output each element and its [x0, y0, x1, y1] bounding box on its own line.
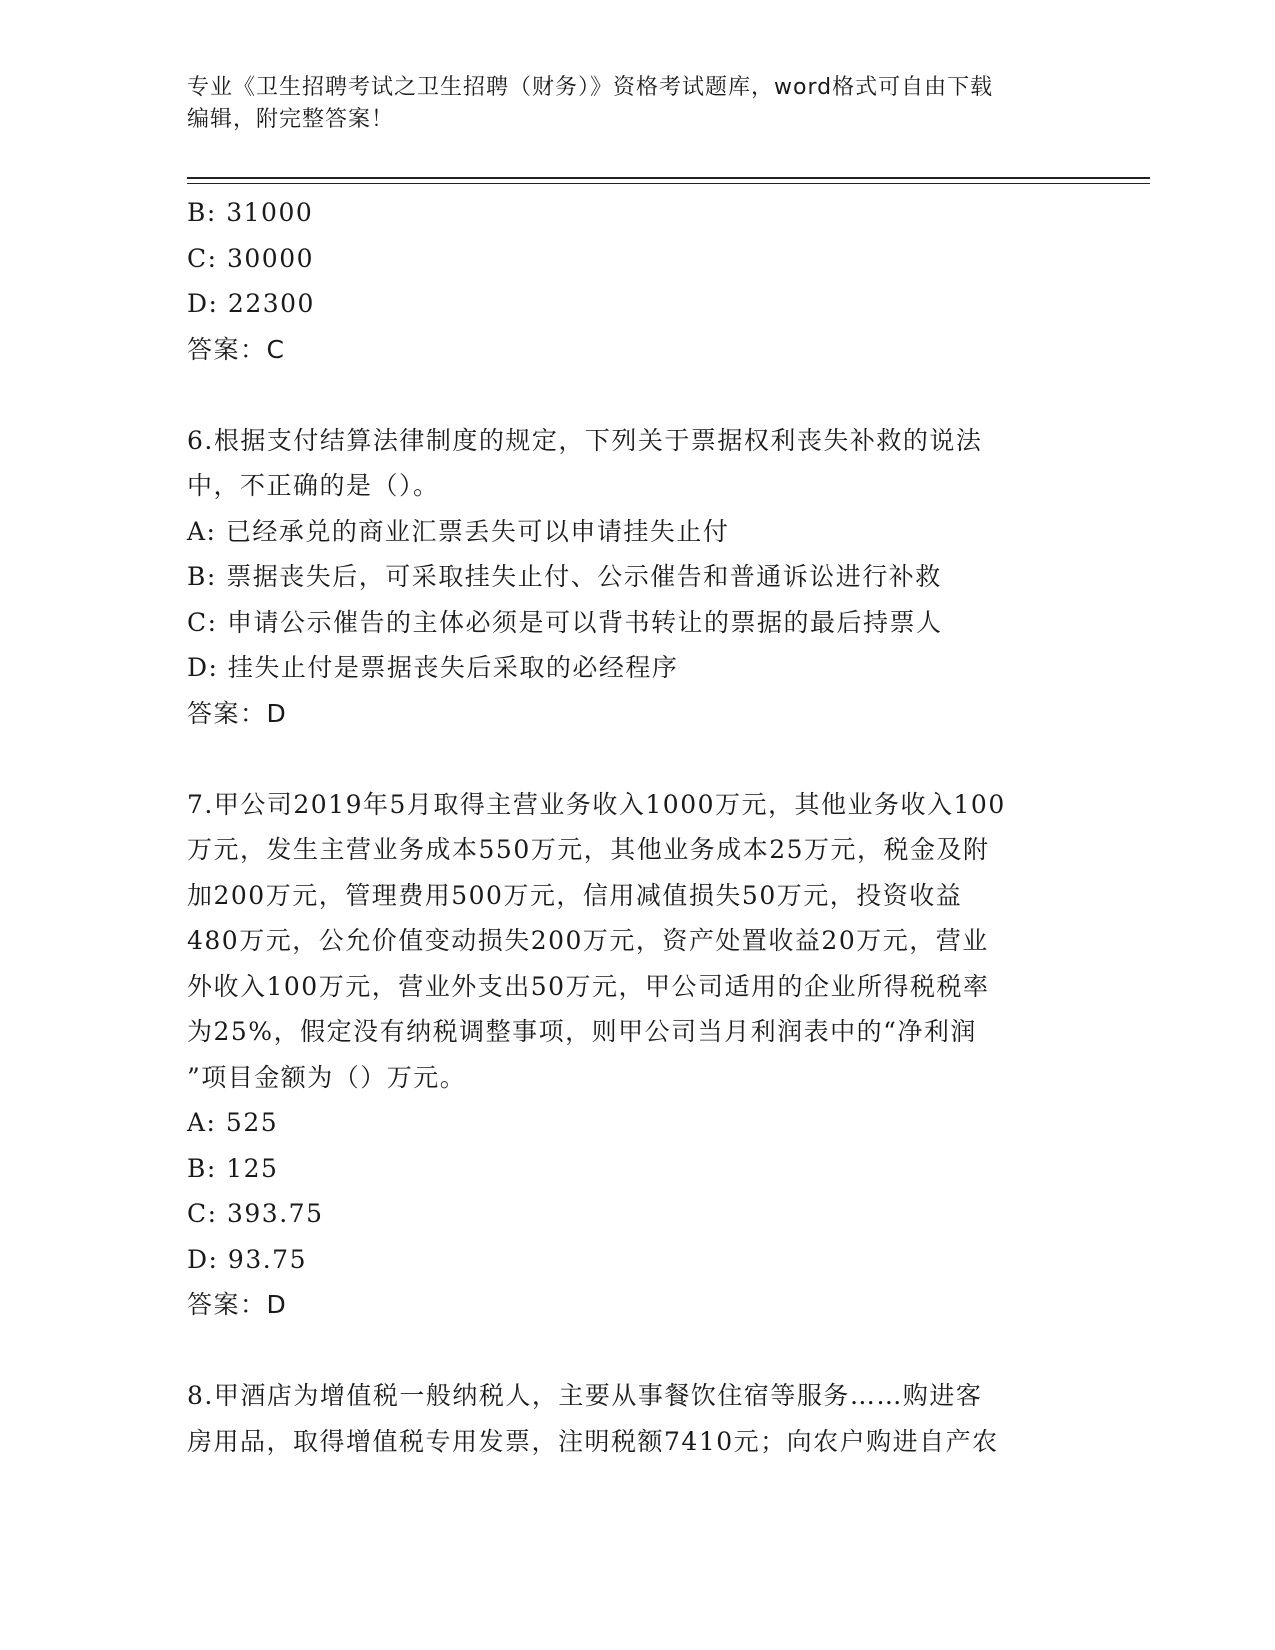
answer: 答案：C — [187, 334, 286, 364]
question-stem-line: 中，不正确的是（）。 — [187, 471, 440, 500]
header-line-2: 编辑，附完整答案！ — [187, 107, 395, 132]
question-stem-line: 万元，发生主营业务成本550万元，其他业务成本25万元，税金及附 — [187, 835, 990, 864]
option-b: B: 31000 — [187, 198, 314, 227]
question-stem-line: 8.甲酒店为增值税一般纳税人，主要从事餐饮住宿等服务……购进客 — [187, 1381, 983, 1410]
question-stem-line: 7.甲公司2019年5月取得主营业务收入1000万元，其他业务收入100 — [187, 789, 1006, 819]
question-stem-line: 加200万元，管理费用500万元，信用减值损失50万元，投资收益 — [187, 880, 963, 910]
question-stem-line: 480万元，公允价值变动损失200万元，资产处置收益20万元，营业 — [187, 926, 989, 955]
page-header — [187, 72, 1067, 136]
question-stem-line: 6.根据支付结算法律制度的规定，下列关于票据权利丧失补救的说法 — [187, 425, 983, 455]
question-7 — [187, 782, 1087, 1328]
document-body — [187, 190, 1087, 1464]
option-c: C: 申请公示催告的主体必须是可以背书转让的票据的最后持票人 — [187, 607, 943, 637]
option-d: D: 22300 — [187, 289, 315, 318]
option-a: A: 525 — [187, 1108, 279, 1137]
option-c: C: 393.75 — [187, 1199, 324, 1228]
header-divider-thick — [187, 177, 1150, 179]
header-line-1: 专业《卫生招聘考试之卫生招聘（财务）》资格考试题库，word格式可自由下载 — [187, 75, 994, 100]
question-stem-line: 外收入100万元，营业外支出50万元，甲公司适用的企业所得税税率 — [187, 971, 990, 1001]
question-6 — [187, 418, 1087, 737]
answer: 答案：D — [187, 698, 288, 728]
option-b: B: 票据丧失后，可采取挂失止付、公示催告和普通诉讼进行补救 — [187, 562, 942, 591]
question-5 — [187, 190, 1087, 372]
option-d: D: 挂失止付是票据丧失后采取的必经程序 — [187, 653, 679, 682]
question-stem-line: 房用品，取得增值税专用发票，注明税额7410元；向农户购进自产农 — [187, 1426, 999, 1456]
answer: 答案：D — [187, 1290, 288, 1319]
option-d: D: 93.75 — [187, 1244, 307, 1274]
option-a: A: 已经承兑的商业汇票丢失可以申请挂失止付 — [187, 516, 730, 546]
question-stem-line: 为25%，假定没有纳税调整事项，则甲公司当月利润表中的“净利润 — [187, 1017, 977, 1046]
question-8 — [187, 1373, 1087, 1464]
header-divider-thin — [187, 183, 1150, 184]
question-stem-line: ”项目金额为（）万元。 — [187, 1062, 467, 1092]
option-c: C: 30000 — [187, 243, 315, 273]
option-b: B: 125 — [187, 1153, 279, 1183]
